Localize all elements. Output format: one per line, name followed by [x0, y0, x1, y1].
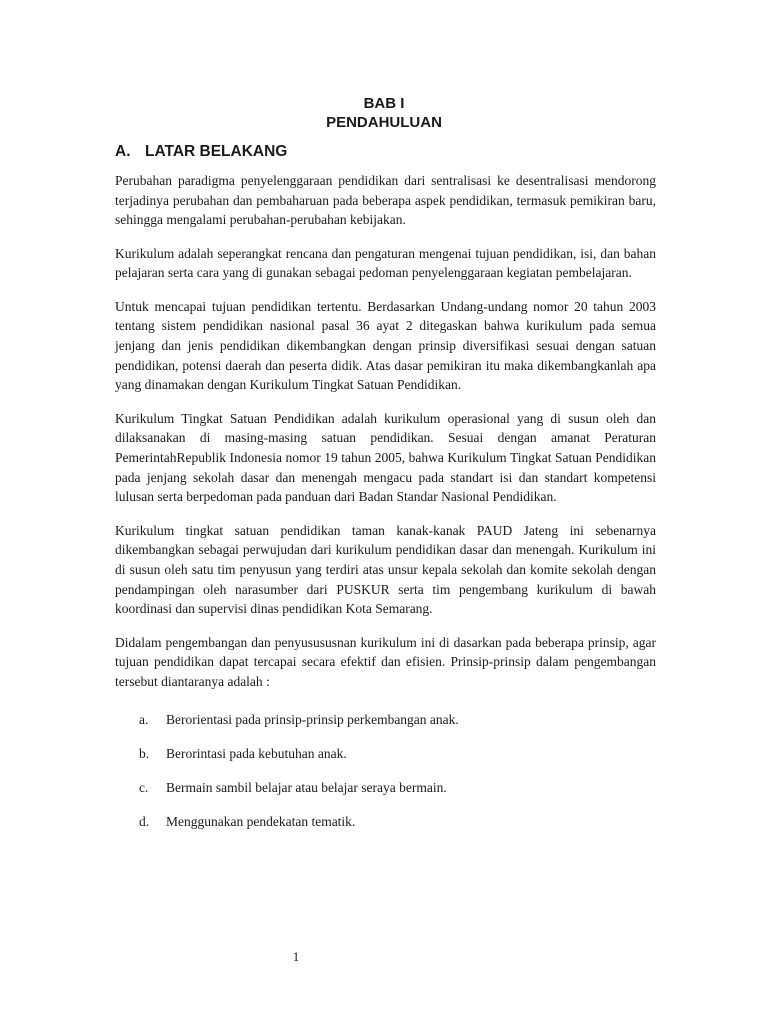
list-item	[115, 744, 656, 764]
list-item-text: Berorintasi pada kebutuhan anak.	[166, 745, 347, 761]
paragraph-4: Kurikulum Tingkat Satuan Pendidikan adalah kurikulum operasional yang di susun oleh dan dilaksanakan di masing-masing satuan pendidikan. Sesuai dengan amanat Peraturan PemerintahRepublik Indonesia nomor 19 tahun 2005, bahwa Kurikulum Tingkat Satuan Pendidikan pada jenjang sekolah dasar dan menengah mengacu pada standart isi dan standart kompetensi lulusan serta berpedoman pada panduan dari Badan Standar Nasional Pendidikan.	[115, 410, 656, 505]
section-letter: A.	[115, 143, 131, 160]
chapter-number: BAB I	[363, 95, 405, 112]
paragraph-5: Kurikulum tingkat satuan pendidikan taman kanak-kanak PAUD Jateng ini sebenarnya dikembangkan sebagai perwujudan dari kurikulum pendidikan dasar dan menengah. Kurikulum ini di susun oleh satu tim penyusun yang terdiri atas unsur kepala sekolah dan komite sekolah dengan pendampingan oleh narasumber dari PUSKUR serta tim pengembang kurikulum di bawah koordinasi dan supervisi dinas pendidikan Kota Semarang.	[115, 522, 656, 617]
section-title: LATAR BELAKANG	[145, 143, 288, 160]
list-item-text: Berorientasi pada prinsip-prinsip perkembangan anak.	[166, 711, 459, 727]
section-heading	[115, 142, 287, 162]
list-marker: b.	[139, 745, 150, 761]
page-number: 1	[292, 949, 300, 964]
list-item-text: Bermain sambil belajar atau belajar seraya bermain.	[166, 779, 447, 795]
list-marker: a.	[139, 711, 149, 727]
list-item	[115, 710, 656, 730]
list-marker: d.	[139, 813, 150, 829]
chapter-title: PENDAHULUAN	[326, 114, 442, 131]
paragraph-1: Perubahan paradigma penyelenggaraan pendidikan dari sentralisasi ke desentralisasi mendorong terjadinya perubahan dan pembaharuan pada beberapa aspek pendidikan, termasuk pemikiran baru, sehingga mengalami perubahan-perubahan kebijakan.	[115, 173, 656, 228]
body-text	[115, 171, 656, 846]
principles-list	[115, 710, 656, 832]
paragraph-3: Untuk mencapai tujuan pendidikan tertentu. Berdasarkan Undang-undang nomor 20 tahun 2003 tentang sistem pendidikan nasional pasal 36 ayat 2 ditegaskan bahwa kurikulum pada semua jenjang dan jenis pendidikan dikembangkan dengan prinsip diversifikasi sesuai dengan satuan pendidikan, potensi daerah dan peserta didik. Atas dasar pemikiran itu maka dikembangkanlah apa yang dinamakan dengan Kurikulum Tingkat Satuan Pendidikan.	[115, 298, 656, 393]
list-item-text: Menggunakan pendekatan tematik.	[166, 813, 356, 829]
list-marker: c.	[139, 779, 149, 795]
paragraph-2: Kurikulum adalah seperangkat rencana dan pengaturan mengenai tujuan pendidikan, isi, dan bahan pelajaran serta cara yang di gunakan sebagai pedoman penyelenggaraan kegiatan pembelajaran.	[115, 245, 656, 281]
list-item	[115, 812, 656, 832]
list-item	[115, 778, 656, 798]
paragraph-6: Didalam pengembangan dan penyusususnan kurikulum ini di dasarkan pada beberapa prinsip, agar tujuan pendidikan dapat tercapai secara efektif dan efisien. Prinsip-prinsip dalam pengembangan tersebut diantaranya adalah :	[115, 634, 656, 689]
